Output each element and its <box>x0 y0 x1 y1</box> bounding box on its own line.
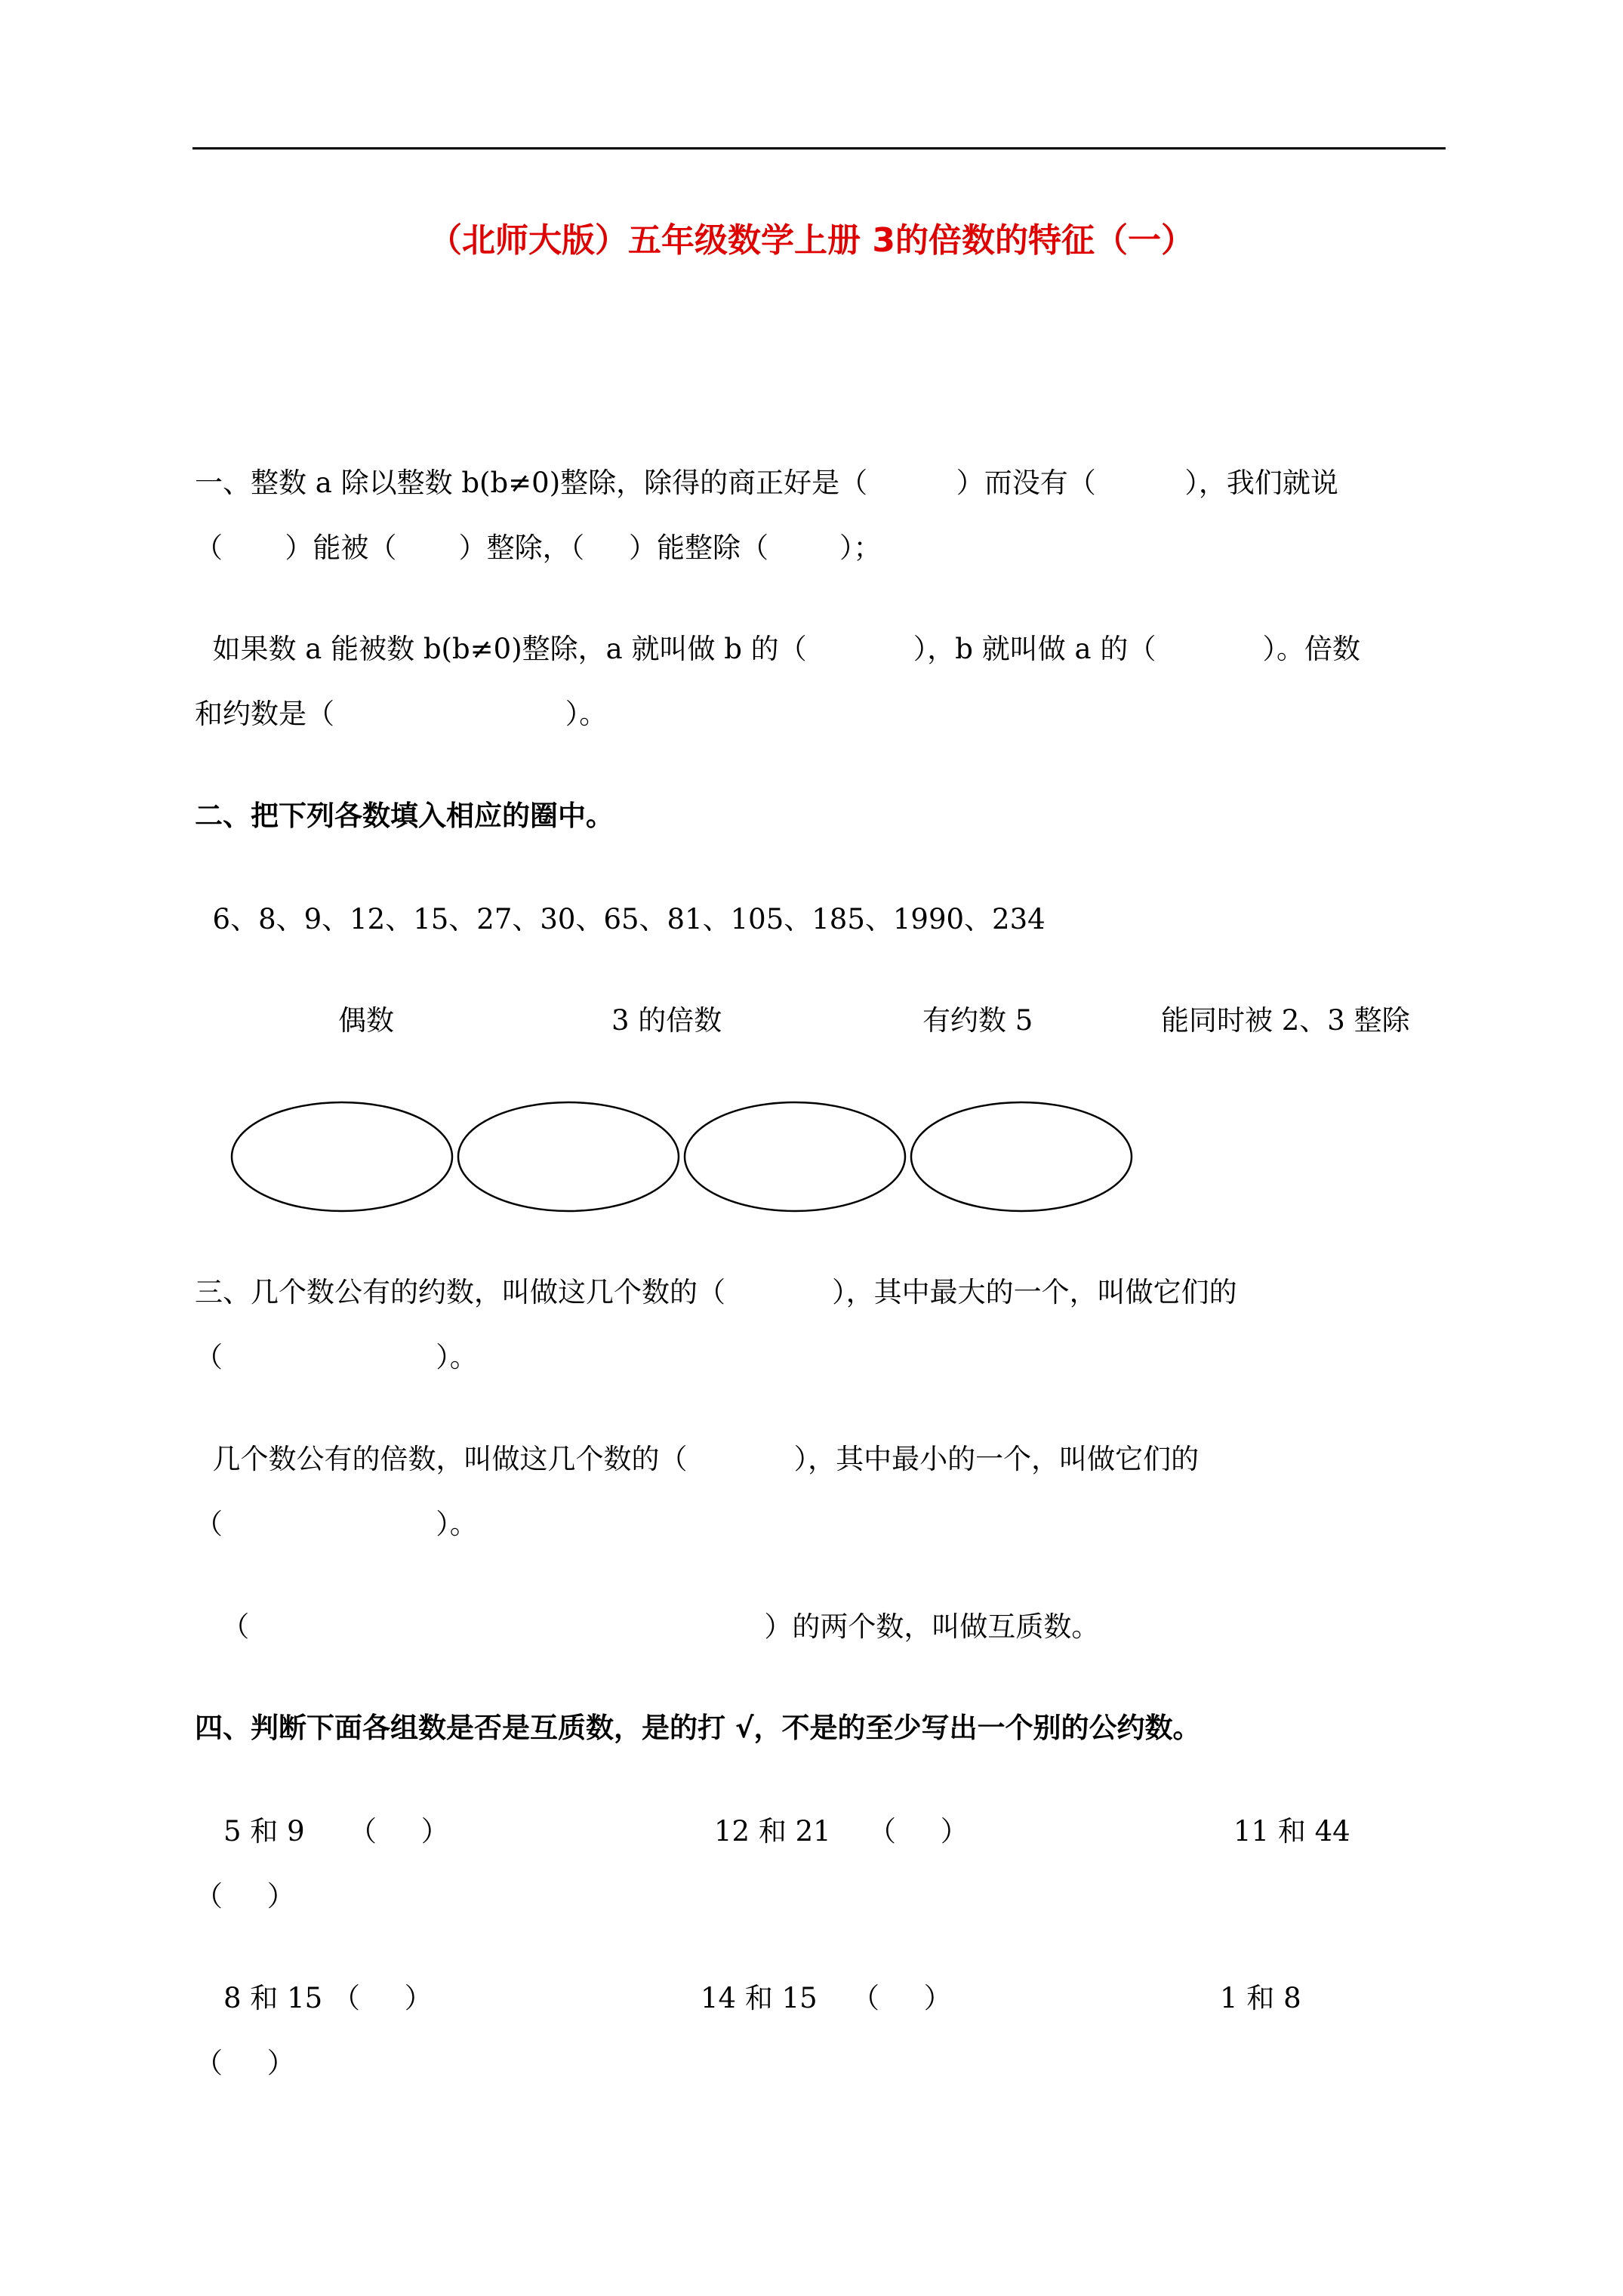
circle-factor-5[interactable] <box>685 1102 905 1211</box>
document-title: （北师大版）五年级数学上册 3的倍数的特征（一） <box>429 221 1194 260</box>
section1-line2: （ ）能被（ ）整除，（ ）能整除（ ）； <box>195 532 882 564</box>
pair-3-blank[interactable]: （ ） <box>195 1880 295 1912</box>
section1-line1: 一、整数 a 除以整数 b(b≠0)整除，除得的商正好是（ ）而没有（ ），我们就说 <box>195 467 1338 499</box>
pair-3-text: 11 和 44 <box>1233 1815 1350 1848</box>
label-multiple-of-3: 3 的倍数 <box>611 1004 722 1037</box>
pair-5-text: 14 和 15 <box>701 1982 818 2014</box>
number-list: 6、8、9、12、15、27、30、65、81、105、185、1990、234 <box>195 903 1046 935</box>
sorting-circles <box>230 1099 1159 1216</box>
section3-line4: （ ）。 <box>195 1508 478 1540</box>
label-even: 偶数 <box>338 1004 394 1037</box>
pair-4-blank[interactable]: （ ） <box>332 1982 433 2014</box>
pair-6-text: 1 和 8 <box>1220 1982 1301 2014</box>
label-factor-5: 有约数 5 <box>922 1004 1033 1037</box>
header-rule <box>192 147 1446 149</box>
label-divisible-2-3: 能同时被 2、3 整除 <box>1161 1004 1410 1037</box>
pair-1-blank[interactable]: （ ） <box>349 1815 449 1848</box>
section4-heading: 四、判断下面各组数是否是互质数，是的打 √，不是的至少写出一个别的公约数。 <box>195 1712 1201 1744</box>
pair-6-blank[interactable]: （ ） <box>195 2047 295 2079</box>
pair-1-text: 5 和 9 <box>223 1815 305 1848</box>
pair-5-blank[interactable]: （ ） <box>852 1982 952 2014</box>
section1-line4: 和约数是（ ）。 <box>195 698 608 730</box>
section3-line5: （ ）的两个数，叫做互质数。 <box>195 1610 1100 1643</box>
pair-2-text: 12 和 21 <box>714 1815 831 1848</box>
section3-line3: 几个数公有的倍数，叫做这几个数的（ ），其中最小的一个，叫做它们的 <box>195 1443 1200 1475</box>
circle-multiple-of-3[interactable] <box>458 1102 679 1211</box>
section2-heading: 二、把下列各数填入相应的圈中。 <box>195 800 614 832</box>
section1-line3: 如果数 a 能被数 b(b≠0)整除，a 就叫做 b 的（ ），b 就叫做 a 的（ ）。倍数 <box>195 633 1360 665</box>
section3-line2: （ ）。 <box>195 1341 478 1373</box>
pair-4-text: 8 和 15 <box>223 1982 323 2014</box>
circle-divisible-2-3[interactable] <box>911 1102 1132 1211</box>
circle-even[interactable] <box>232 1102 452 1211</box>
pair-2-blank[interactable]: （ ） <box>868 1815 969 1848</box>
section3-line1: 三、几个数公有的约数，叫做这几个数的（ ），其中最大的一个，叫做它们的 <box>195 1276 1237 1308</box>
